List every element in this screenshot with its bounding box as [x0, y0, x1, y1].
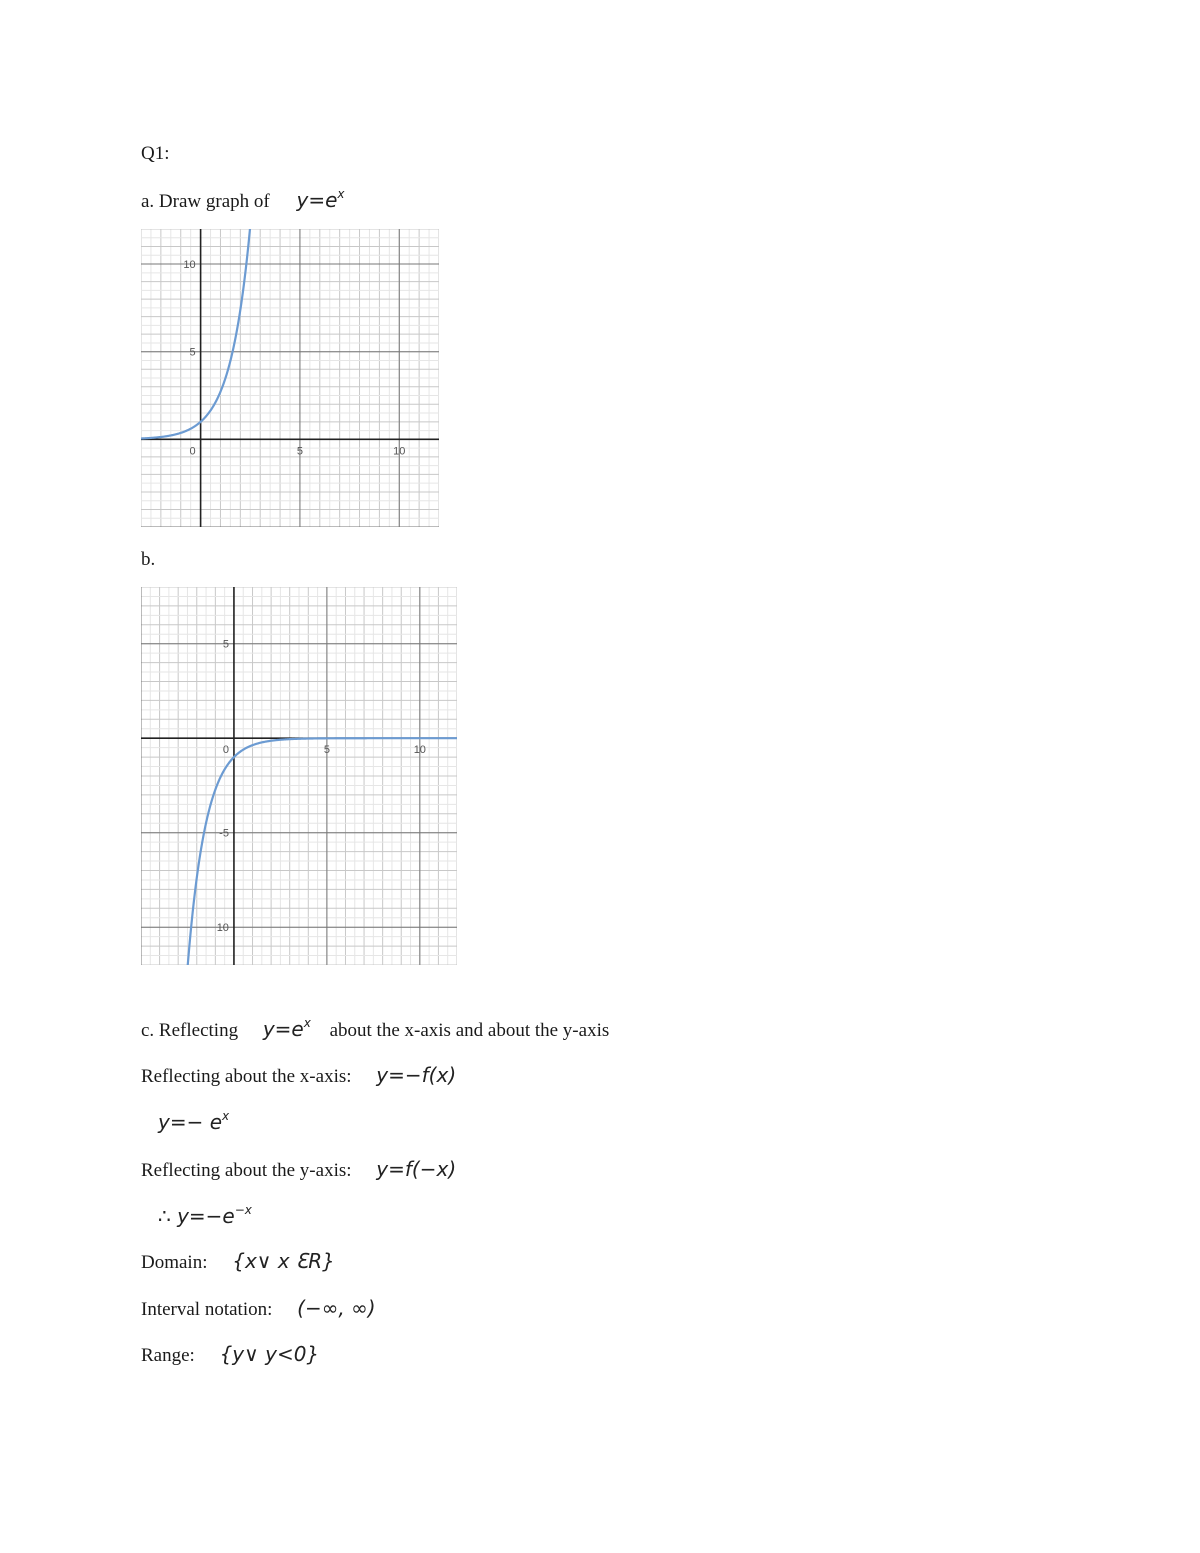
part-b-label: b.	[141, 549, 156, 570]
y-tick-label: 5	[189, 346, 196, 359]
y-tick-label: -5	[219, 827, 229, 840]
y-tick-label: 10	[216, 922, 229, 935]
y-tick-label: 5	[222, 638, 229, 651]
range-label: Range:	[141, 1345, 195, 1366]
result-y-line	[158, 1204, 252, 1229]
reflect-y-line	[141, 1157, 456, 1182]
part-a-line	[141, 188, 345, 213]
part-c-suffix: about the x-axis and about the y-axis	[329, 1020, 610, 1041]
reflect-x-label: Reflecting about the x-axis:	[141, 1066, 352, 1087]
reflect-y-equation: y=f(−x)	[376, 1157, 457, 1181]
x-tick-label: 5	[296, 445, 303, 458]
range-line	[141, 1342, 319, 1367]
part-c-label: c. Reflecting	[141, 1020, 239, 1041]
part-c-equation: $y=e^x$	[262, 1016, 311, 1041]
x-tick-label: 0	[189, 445, 196, 458]
part-a-equation: $y=e^x$	[296, 187, 345, 212]
result-x-equation: $y=- e^x$	[158, 1109, 230, 1134]
domain-line	[141, 1249, 335, 1274]
interval-line	[141, 1296, 376, 1321]
part-c-line	[141, 1017, 609, 1042]
reflect-x-equation: y=−f(x)	[376, 1063, 457, 1087]
graph-b	[141, 587, 457, 965]
x-tick-label: 5	[323, 744, 330, 757]
x-tick-label: 10	[393, 445, 406, 458]
interval-value: (−∞, ∞)	[297, 1296, 376, 1320]
range-set: {y∨ y<0}	[219, 1342, 320, 1366]
x-tick-label: 0	[222, 744, 230, 757]
domain-label: Domain:	[141, 1252, 208, 1273]
domain-set: {x∨ x ƐR}	[232, 1249, 335, 1273]
interval-label: Interval notation:	[141, 1299, 273, 1320]
reflect-y-label: Reflecting about the y-axis:	[141, 1160, 352, 1181]
result-x-line	[158, 1110, 229, 1135]
question-heading: Q1:	[141, 143, 170, 164]
graph-a	[141, 229, 439, 527]
part-a-label: a. Draw graph of	[141, 191, 270, 212]
y-tick-label: 10	[183, 259, 196, 272]
result-y-equation: ∴ $y=-e^{-x}$	[158, 1203, 252, 1228]
reflect-x-line	[141, 1063, 456, 1088]
x-tick-label: 10	[413, 744, 426, 757]
